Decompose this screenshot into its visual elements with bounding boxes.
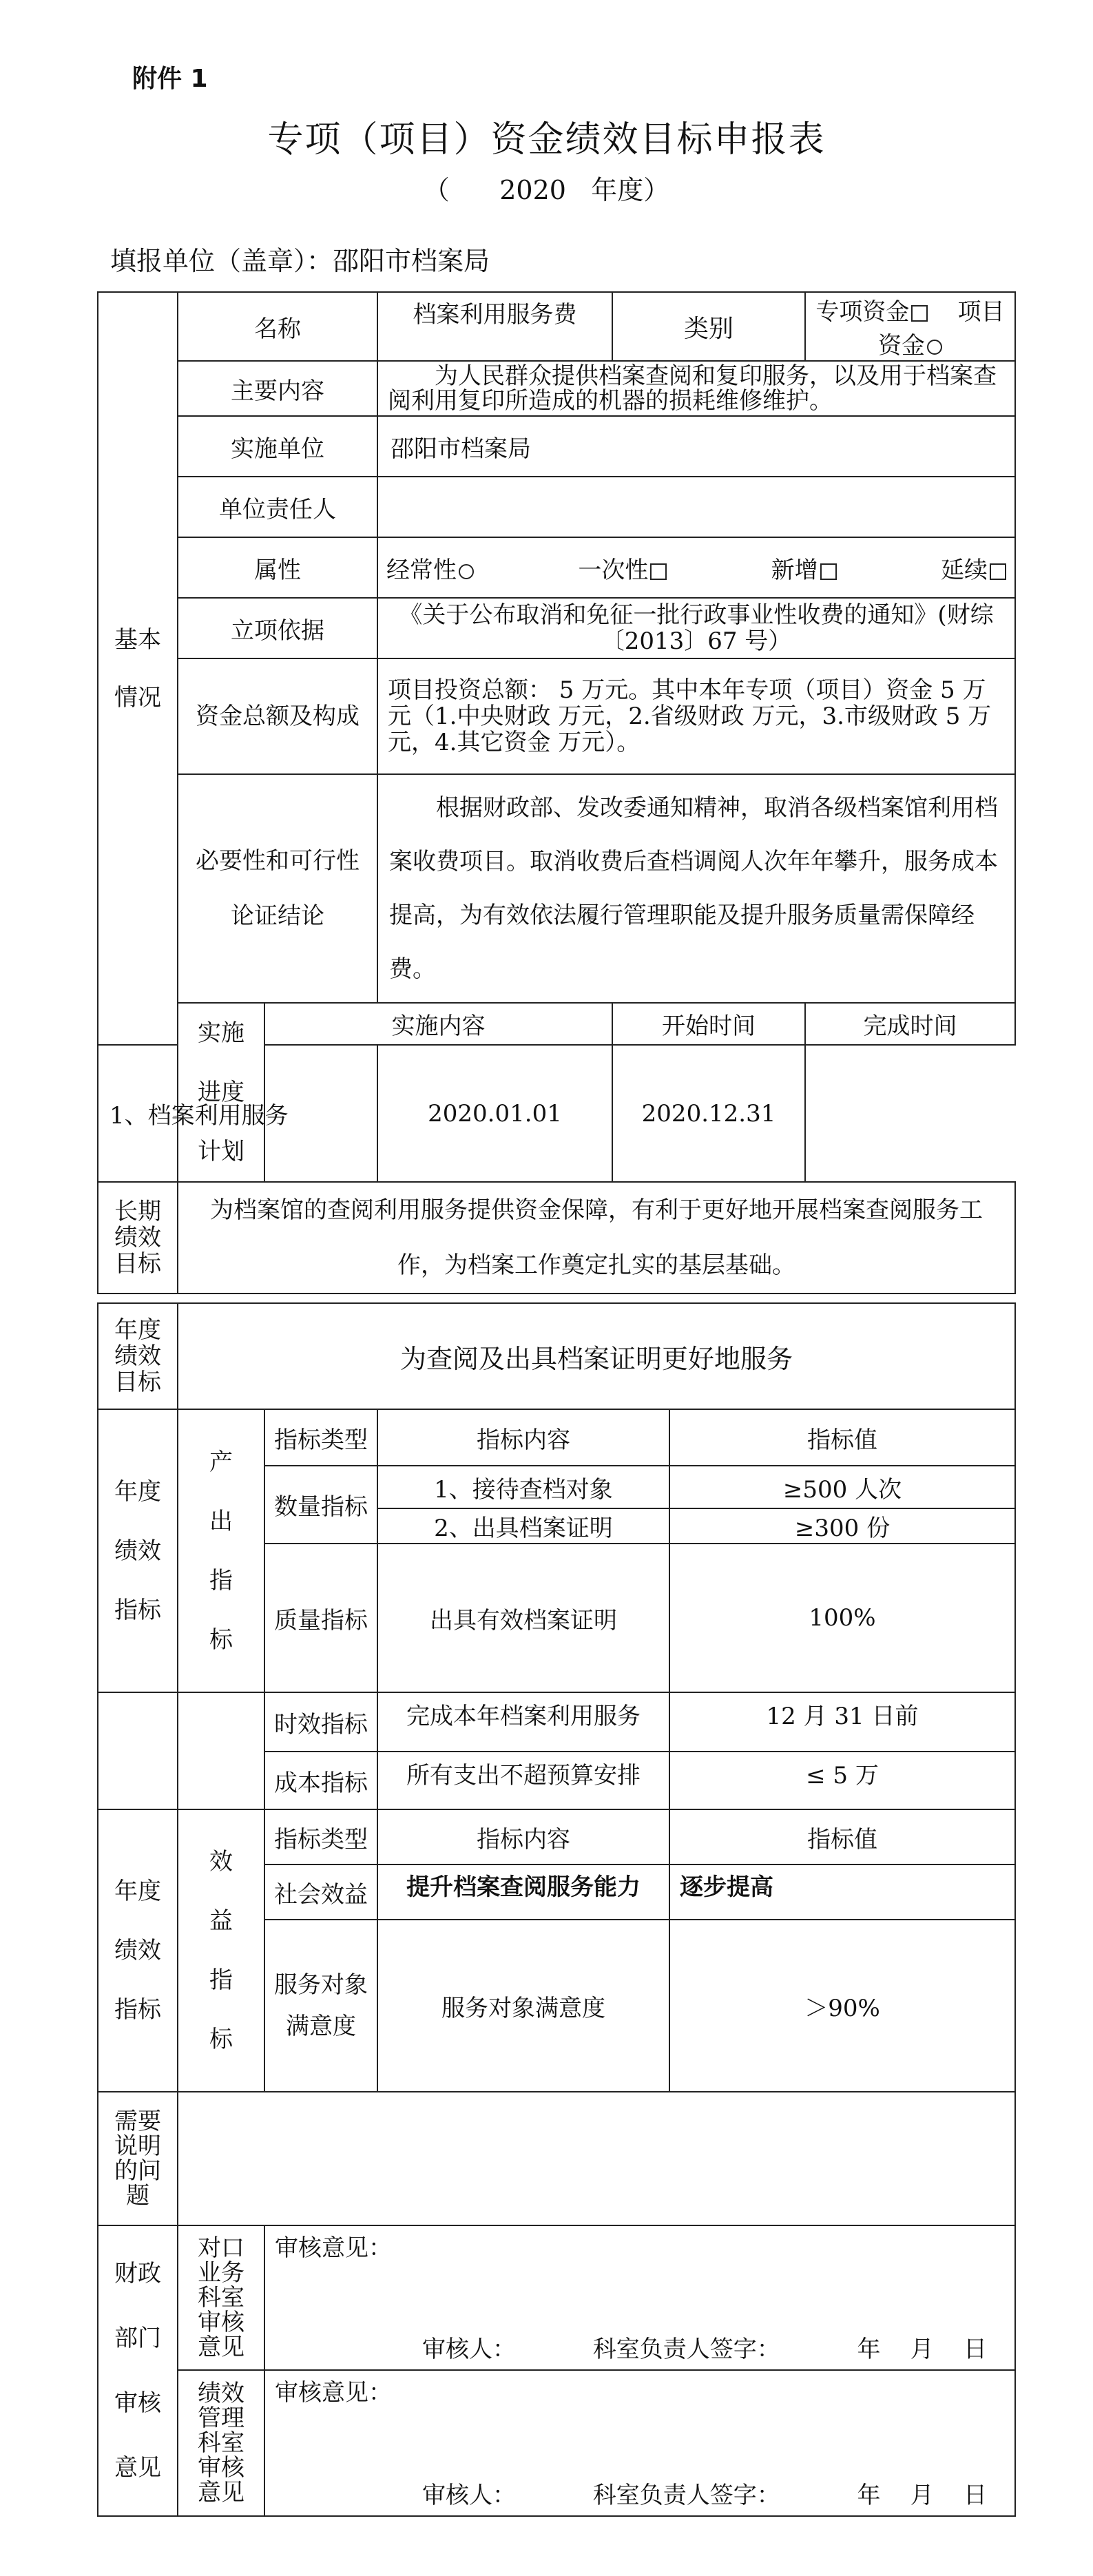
schedule-header-content: 实施内容 <box>264 1003 612 1045</box>
attribute-label: 属性 <box>178 537 377 598</box>
quality-label: 质量指标 <box>264 1544 377 1692</box>
satisfaction-value: ＞90% <box>669 1920 1015 2092</box>
output-header-content: 指标内容 <box>377 1409 669 1466</box>
benefit-header-content: 指标内容 <box>377 1809 669 1865</box>
benefit-header-value: 指标值 <box>669 1809 1015 1865</box>
review-dept2-label: 绩效 管理 科室 审核 意见 <box>178 2370 264 2516</box>
chief-sign-label: 科室负责人签字： <box>592 2336 780 2363</box>
attr-continuing-checkbox-icon <box>990 563 1006 580</box>
quantity-content-1: 1、接待查档对象 <box>377 1466 669 1508</box>
necessity-label: 必要性和可行性论证结论 <box>178 774 377 1003</box>
attr-new: 新增 <box>771 556 818 584</box>
schedule-section-label: 实施 进度 计划 <box>178 1003 264 1182</box>
reviewer-label: 审核人： <box>422 2482 516 2509</box>
long-term-value: 为档案馆的查阅利用服务提供资金保障，有利于更好地开展档案查阅服务工作，为档案工作奠定扎实的基层基础。 <box>178 1182 1015 1294</box>
benefit-group-label: 效 益 指 标 <box>178 1809 264 2092</box>
project-name: 档案利用服务费 <box>377 292 612 361</box>
person-value <box>377 477 1015 537</box>
attr-regular-selected-icon <box>459 564 474 579</box>
output-header-value: 指标值 <box>669 1409 1015 1466</box>
quantity-content-2: 2、出具档案证明 <box>377 1508 669 1544</box>
content-value: 为人民群众提供档案查阅和复印服务，以及用于档案查阅利用复印所造成的机器的损耗维修维护。 <box>377 361 1015 416</box>
cost-label: 成本指标 <box>264 1752 377 1809</box>
basic-section-label: 基本 情况 <box>98 292 178 1045</box>
special-funds-option: 专项资金 <box>815 298 910 326</box>
attr-new-checkbox-icon <box>820 563 837 580</box>
quantity-label: 数量指标 <box>264 1466 377 1544</box>
review-dept1-label: 对口 业务 科室 审核 意见 <box>178 2225 264 2370</box>
satisfaction-content: 服务对象满意度 <box>377 1920 669 2092</box>
reviewer-label: 审核人： <box>422 2336 516 2363</box>
review-dept2-opinion <box>264 2370 1015 2516</box>
benefit-header-type: 指标类型 <box>264 1809 377 1865</box>
project-funds-option: 项目资金 <box>878 298 1005 360</box>
attr-onetime-checkbox-icon <box>650 563 667 580</box>
name-label: 名称 <box>178 292 377 361</box>
block-gap <box>98 1294 1015 1303</box>
cost-content: 所有支出不超预算安排 <box>377 1752 669 1809</box>
review-dept1-signature-line <box>422 2330 987 2364</box>
funds-value: 项目投资总额： 5 万元。其中本年专项（项目）资金 5 万元（1.中央财政 万元，2.省级财政 万元，3.市级财政 5 万元，4.其它资金 万元）。 <box>377 658 1015 774</box>
category-label: 类别 <box>612 292 805 361</box>
long-term-label: 长期 绩效 目标 <box>98 1182 178 1294</box>
date-label: 年 月 日 <box>857 2482 987 2509</box>
notes-value <box>178 2092 1015 2225</box>
reporting-unit: 填报单位（盖章）：邵阳市档案局 <box>110 246 490 276</box>
annual-goal-value: 为查阅及出具档案证明更好地服务 <box>178 1303 1015 1409</box>
review-dept2-opinion-label: 审核意见： <box>275 2379 392 2407</box>
page-title: 专项（项目）资金绩效目标申报表 <box>267 119 826 160</box>
schedule-header-end: 完成时间 <box>805 1003 1015 1045</box>
quantity-value-1: ≥500 人次 <box>669 1466 1015 1508</box>
output-group-label: 产 出 指 标 <box>178 1409 264 1692</box>
social-benefit-content: 提升档案查阅服务能力 <box>377 1865 669 1920</box>
project-funds-selected-icon <box>927 340 942 355</box>
content-label: 主要内容 <box>178 361 377 416</box>
year-line: （ 2020 年度） <box>423 175 670 205</box>
satisfaction-label: 服务对象 满意度 <box>264 1920 377 2092</box>
schedule-content: 1、档案利用服务 <box>98 1045 377 1182</box>
output-section-label: 年度 绩效 指标 <box>98 1409 178 1692</box>
basis-label: 立项依据 <box>178 598 377 658</box>
schedule-start: 2020.01.01 <box>377 1045 612 1182</box>
quantity-value-2: ≥300 份 <box>669 1508 1015 1544</box>
review-section-label: 财政 部门 审核 意见 <box>98 2225 178 2516</box>
attachment-label: 附件 1 <box>132 65 208 93</box>
timeliness-content: 完成本年档案利用服务 <box>377 1692 669 1752</box>
cost-value: ≤ 5 万 <box>669 1752 1015 1809</box>
necessity-value: 根据财政部、发改委通知精神，取消各级档案馆利用档案收费项目。取消收费后查档调阅人次年年攀升，服务成本提高，为有效依法履行管理职能及提升服务质量需保障经费。 <box>377 774 1015 1003</box>
attr-continuing: 延续 <box>940 556 988 584</box>
quality-value: 100% <box>669 1544 1015 1692</box>
chief-sign-label: 科室负责人签字： <box>592 2482 780 2509</box>
review-dept1-opinion-label: 审核意见： <box>275 2234 392 2262</box>
output-section-continued <box>98 1692 178 1809</box>
schedule-header-start: 开始时间 <box>612 1003 805 1045</box>
impl-unit-label: 实施单位 <box>178 416 377 477</box>
social-benefit-label: 社会效益 <box>264 1865 377 1920</box>
special-funds-checkbox-icon <box>911 305 928 322</box>
person-label: 单位责任人 <box>178 477 377 537</box>
output-group-continued <box>178 1692 264 1809</box>
benefit-section-label: 年度 绩效 指标 <box>98 1809 178 2092</box>
funds-label: 资金总额及构成 <box>178 658 377 774</box>
timeliness-value: 12 月 31 日前 <box>669 1692 1015 1752</box>
category-options <box>805 292 1015 361</box>
attribute-options <box>377 537 1015 598</box>
notes-label: 需要 说明 的问 题 <box>98 2092 178 2225</box>
impl-unit-value: 邵阳市档案局 <box>377 416 1015 477</box>
basis-value: 《关于公布取消和免征一批行政事业性收费的通知》(财综〔2013〕67 号） <box>377 598 1015 658</box>
date-label: 年 月 日 <box>857 2336 987 2363</box>
schedule-end: 2020.12.31 <box>612 1045 805 1182</box>
review-dept1-opinion <box>264 2225 1015 2370</box>
output-header-type: 指标类型 <box>264 1409 377 1466</box>
attr-onetime: 一次性 <box>578 556 649 584</box>
social-benefit-value: 逐步提高 <box>669 1865 1015 1920</box>
quality-content: 出具有效档案证明 <box>377 1544 669 1692</box>
performance-form-table <box>97 291 1016 2517</box>
annual-goal-label: 年度 绩效 目标 <box>98 1303 178 1409</box>
review-dept2-signature-line <box>422 2476 987 2510</box>
attr-regular: 经常性 <box>386 556 457 584</box>
timeliness-label: 时效指标 <box>264 1692 377 1752</box>
